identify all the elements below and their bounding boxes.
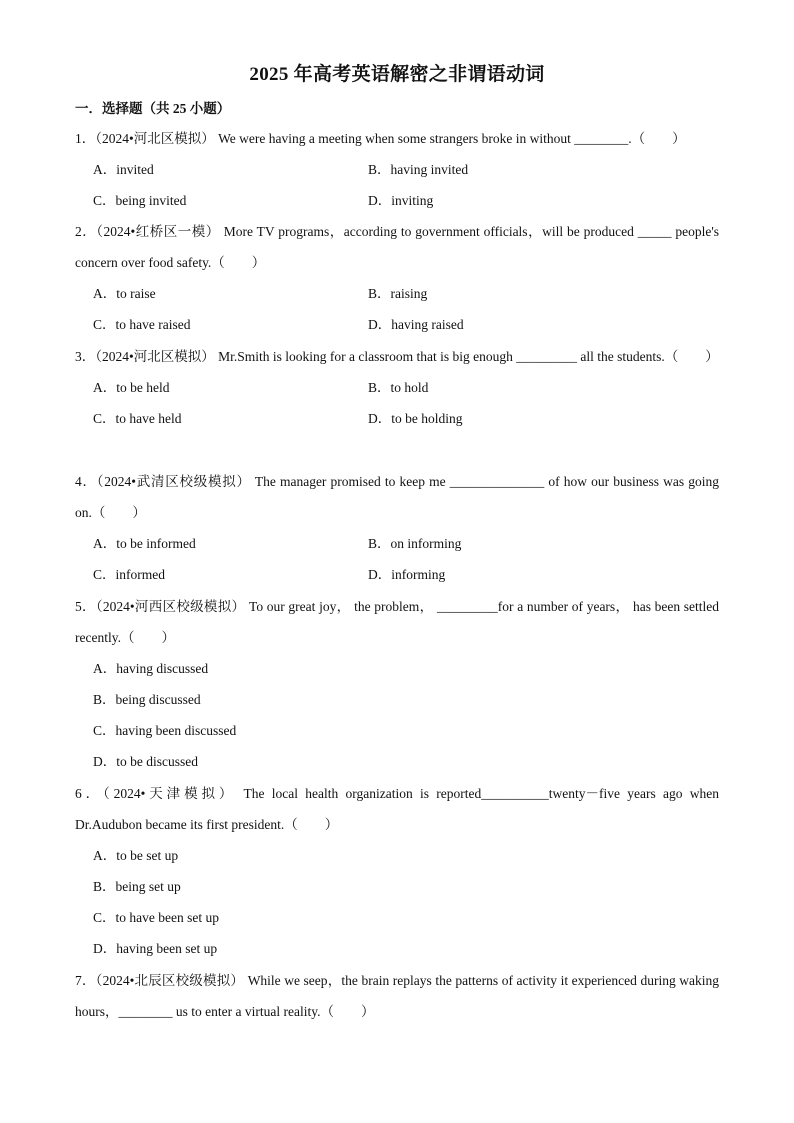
question-2: [75, 216, 719, 340]
option-a[interactable]: A．to raise: [93, 286, 156, 301]
question-3: [75, 341, 719, 434]
question-number: 4．: [75, 474, 97, 489]
question-text: While we seep，the brain replays the patterns of activity it experienced during waking hours，________ us to enter a virtual reality.（ ）: [75, 973, 720, 1019]
page-title: 2025 年高考英语解密之非谓语动词: [249, 64, 545, 85]
question-number: 5．: [75, 599, 96, 614]
question-stem: [75, 591, 719, 653]
option-a[interactable]: A．invited: [93, 162, 154, 177]
option-c[interactable]: C．to have raised: [93, 317, 191, 332]
question-text: We were having a meeting when some strangers broke in without ________.（ ）: [218, 131, 686, 146]
question-stem: [75, 965, 719, 1027]
option-c[interactable]: C．informed: [93, 567, 165, 582]
option-d[interactable]: D．having been set up: [93, 941, 218, 956]
options: [75, 372, 719, 434]
option-b[interactable]: B．having invited: [368, 162, 469, 177]
question-6: [75, 778, 719, 964]
option-c[interactable]: C．to have been set up: [93, 910, 219, 925]
option-d[interactable]: D．having raised: [368, 317, 464, 332]
question-text: To our great joy， the problem， _________for a number of years， has been settled recently.（ ）: [75, 599, 720, 645]
question-stem: [75, 778, 719, 840]
question-number: 1．: [75, 131, 96, 146]
question-source: （2024•武清区校级模拟）: [96, 474, 251, 489]
option-a[interactable]: A．having discussed: [93, 661, 209, 676]
option-b[interactable]: B．on informing: [368, 536, 462, 551]
options: [75, 278, 719, 340]
question-source: （2024•河北区模拟）: [95, 131, 215, 146]
question-source: （2024•河北区模拟）: [95, 349, 215, 364]
option-d[interactable]: D．informing: [368, 567, 446, 582]
question-text: More TV programs，according to government officials，will be produced _____ people's concern over food safety.（ ）: [75, 224, 720, 270]
option-d[interactable]: D．to be discussed: [93, 754, 198, 769]
option-b[interactable]: B．to hold: [368, 380, 429, 395]
options: [75, 840, 719, 964]
options: [75, 653, 719, 777]
question-number: 6．: [75, 786, 104, 801]
section-heading: 一．选择题（共 25 小题）: [75, 101, 231, 116]
question-text: The local health organization is reported__________twenty－five years ago when Dr.Audubon became its first president.（ ）: [75, 786, 719, 832]
option-a[interactable]: A．to be held: [93, 380, 170, 395]
question-4: [75, 466, 719, 590]
option-b[interactable]: B．being set up: [93, 879, 181, 894]
question-source: （2024•北辰区校级模拟）: [95, 973, 245, 988]
question-stem: [75, 466, 719, 528]
question-text: The manager promised to keep me ______________ of how our business was going on.（ ）: [75, 474, 719, 520]
question-number: 2．: [75, 224, 97, 239]
question-stem: [75, 216, 719, 278]
question-number: 3．: [75, 349, 96, 364]
question-number: 7．: [75, 973, 96, 988]
option-a[interactable]: A．to be set up: [93, 848, 179, 863]
option-d[interactable]: D．to be holding: [368, 411, 463, 426]
question-source: （2024•红桥区一模）: [96, 224, 220, 239]
options: [75, 154, 719, 216]
option-b[interactable]: B．raising: [368, 286, 428, 301]
option-c[interactable]: C．having been discussed: [93, 723, 237, 738]
question-7: [75, 965, 719, 1027]
option-c[interactable]: C．being invited: [93, 193, 187, 208]
question-text: Mr.Smith is looking for a classroom that is big enough _________ all the students.（ ）: [218, 349, 719, 364]
option-d[interactable]: D．inviting: [368, 193, 434, 208]
question-source: （2024•河西区校级模拟）: [95, 599, 246, 614]
question-source: （2024•天津模拟）: [103, 786, 237, 801]
option-c[interactable]: C．to have held: [93, 411, 182, 426]
question-stem: [75, 123, 719, 154]
question-1: [75, 123, 719, 216]
option-a[interactable]: A．to be informed: [93, 536, 196, 551]
question-stem: [75, 341, 719, 372]
options: [75, 528, 719, 590]
option-b[interactable]: B．being discussed: [93, 692, 201, 707]
question-5: [75, 591, 719, 777]
